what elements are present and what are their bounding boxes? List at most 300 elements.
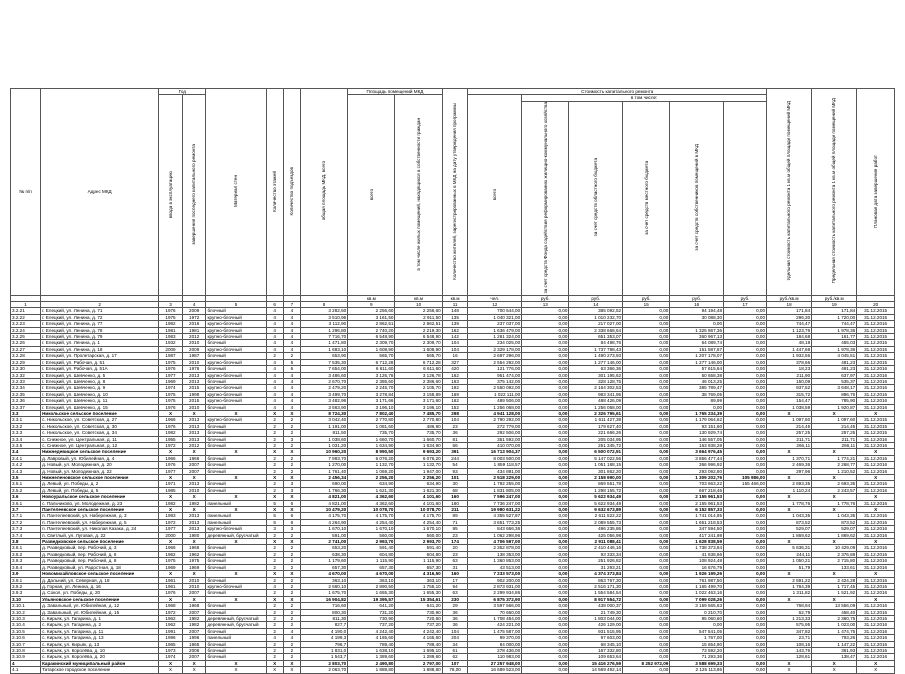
table-cell: X bbox=[767, 410, 812, 416]
table-cell: 9 693,20 bbox=[395, 449, 442, 455]
table-cell: 426 129,00 bbox=[569, 622, 623, 628]
table-cell: X bbox=[206, 667, 266, 673]
table-cell: 730,90 bbox=[395, 609, 442, 615]
table-cell: 2 bbox=[266, 430, 283, 436]
table-cell: 2010 bbox=[182, 577, 206, 583]
table-cell: 171,84 bbox=[767, 308, 812, 314]
table-cell: 657,30 bbox=[300, 564, 347, 570]
table-cell: 4 bbox=[266, 404, 283, 410]
table-cell: 488 426,09 bbox=[569, 398, 623, 404]
table-cell: X bbox=[283, 449, 300, 455]
unit-cell: кв.м bbox=[395, 295, 442, 301]
table-cell: с. Кирьяк, ул. Кирьяк, д. 13 bbox=[41, 641, 159, 647]
table-cell: 2007 bbox=[182, 628, 206, 634]
table-cell: 0,00 bbox=[724, 667, 767, 673]
table-cell: 1 062 298,96 bbox=[468, 532, 522, 538]
table-cell: 1 298 155,72 bbox=[569, 487, 623, 493]
table-cell: 2 bbox=[283, 545, 300, 551]
table-cell: крупно-блочный bbox=[206, 346, 266, 352]
table-cell: 4 bbox=[283, 346, 300, 352]
table-cell: 1955 bbox=[159, 436, 183, 442]
table-cell: 0,00 bbox=[522, 667, 569, 673]
table-cell: 4 165,60 bbox=[348, 635, 395, 641]
table-cell: 0,00 bbox=[522, 622, 569, 628]
table-cell: 108 924,48 bbox=[670, 558, 724, 564]
table-cell: 7 736 247,00 bbox=[468, 500, 522, 506]
table-cell: 2 bbox=[266, 577, 283, 583]
table-cell: 214,45 bbox=[767, 423, 812, 429]
table-cell: 31.12.2016 bbox=[857, 622, 895, 628]
table-cell: 2 bbox=[266, 462, 283, 468]
table-cell: X bbox=[857, 667, 895, 673]
table-cell: X bbox=[283, 596, 300, 602]
table-cell: 204 bbox=[442, 635, 468, 641]
table-cell: с. Кирьяк, ул. Гагарина, д. 2 bbox=[41, 622, 159, 628]
table-cell: X bbox=[767, 667, 812, 673]
table-cell: 205 034,95 bbox=[569, 436, 623, 442]
table-cell: 1972 bbox=[159, 442, 183, 448]
header-entrances: Количество подъездов bbox=[283, 89, 300, 296]
table-cell: 902 200,00 bbox=[468, 577, 522, 583]
table-cell: 4 bbox=[266, 346, 283, 352]
table-cell: X bbox=[857, 410, 895, 416]
table-cell: 1 081,60 bbox=[348, 423, 395, 429]
table-cell: 1 831 805,00 bbox=[468, 487, 522, 493]
table-cell: с. Кирьяк, ул. Королёва, д. 10 bbox=[41, 647, 159, 653]
table-cell: 0,00 bbox=[623, 571, 670, 577]
table-cell: д. Сокол, ул. Победы, д. 20 bbox=[41, 590, 159, 596]
table-cell: 1976 bbox=[182, 366, 206, 372]
table-cell: 1 147,22 bbox=[812, 641, 857, 647]
table-cell: 0,00 bbox=[522, 442, 569, 448]
table-cell: 0,00 bbox=[623, 410, 670, 416]
table-cell: 2 993,70 bbox=[348, 539, 395, 545]
table-cell: 2 352 878,00 bbox=[468, 545, 522, 551]
table-cell: 1982 bbox=[159, 500, 183, 506]
table-cell: 1 038,59 bbox=[767, 404, 812, 410]
table-cell: 2 bbox=[266, 654, 283, 660]
table-cell: 167 332,80 bbox=[569, 647, 623, 653]
table-cell: 1 831,0 bbox=[300, 647, 347, 653]
table-cell: 2009 bbox=[159, 346, 183, 352]
table-cell: 2012 bbox=[182, 442, 206, 448]
table-cell: 657,30 bbox=[395, 564, 442, 570]
table-cell: 0,00 bbox=[724, 334, 767, 340]
table-cell: 13 556,09 bbox=[812, 603, 857, 609]
table-cell: с. Кирьяк, ул. Гагарина, д. 1 bbox=[41, 615, 159, 621]
table-cell: 5 bbox=[266, 500, 283, 506]
table-cell: 2 554 292,00 bbox=[468, 359, 522, 365]
table-cell: 2 bbox=[283, 353, 300, 359]
table-cell: 1998 bbox=[182, 391, 206, 397]
table-cell: X bbox=[206, 475, 266, 481]
table-cell: 4 254,40 bbox=[395, 519, 442, 525]
table-cell: 1972 bbox=[182, 314, 206, 320]
table-cell: 3 bbox=[283, 481, 300, 487]
table-cell: 0,00 bbox=[522, 654, 569, 660]
table-cell: 162 bbox=[442, 372, 468, 378]
table-cell: 315,72 bbox=[767, 391, 812, 397]
header-area-group: Площадь помещений МКД bbox=[348, 89, 443, 95]
table-cell: блочный bbox=[206, 442, 266, 448]
table-cell: 1 132,70 bbox=[348, 462, 395, 468]
table-cell: 1973 bbox=[159, 647, 183, 653]
table-cell: блочный bbox=[206, 487, 266, 493]
table-cell: 1 660,70 bbox=[395, 436, 442, 442]
table-cell: 410 070,00 bbox=[468, 442, 522, 448]
table-cell: 2 862,51 bbox=[395, 321, 442, 327]
table-cell: 2 bbox=[283, 577, 300, 583]
table-cell: 983 341,95 bbox=[569, 391, 623, 397]
table-cell: 2 591,22 bbox=[767, 577, 812, 583]
table-cell: 31.12.2016 bbox=[857, 487, 895, 493]
table-cell: 16 689 523,00 bbox=[468, 667, 522, 673]
table-cell: 535,37 bbox=[812, 378, 857, 384]
table-cell: 2013 bbox=[182, 430, 206, 436]
table-cell: 301 862,20 bbox=[569, 468, 623, 474]
table-cell: 363,10 bbox=[348, 577, 395, 583]
table-cell: X bbox=[206, 410, 266, 416]
column-number-cell: 5 bbox=[206, 302, 266, 308]
table-cell: 2 063,70 bbox=[300, 667, 347, 673]
table-cell: 31.12.2016 bbox=[857, 628, 895, 634]
table-cell: 31.12.2015 bbox=[857, 327, 895, 333]
table-cell: г. Елецкий, ул. Шевченко, д. 8 bbox=[41, 378, 159, 384]
table-cell: г. Елецкий, ул. Ленина, д. 72 bbox=[41, 314, 159, 320]
table-cell: 1975 bbox=[159, 558, 183, 564]
table-cell: 4 bbox=[266, 583, 283, 589]
table-cell: 4 175,70 bbox=[348, 513, 395, 519]
table-cell: 2 993,70 bbox=[395, 539, 442, 545]
table-cell: 4 bbox=[283, 340, 300, 346]
table-cell: 3 bbox=[283, 436, 300, 442]
table-cell: X bbox=[159, 596, 183, 602]
table-cell: 1 296,80 bbox=[300, 327, 347, 333]
table-cell: 2 660,10 bbox=[300, 583, 347, 589]
table-cell: X bbox=[266, 660, 283, 666]
table-cell: 0,00 bbox=[623, 417, 670, 423]
table-cell: блочный bbox=[206, 308, 266, 314]
table-cell: 31.12.2016 bbox=[857, 532, 895, 538]
table-cell: 2 bbox=[266, 532, 283, 538]
table-cell: 0,00 bbox=[522, 660, 569, 666]
table-cell: 3.2.32 bbox=[11, 372, 41, 378]
table-cell: 424 221,00 bbox=[468, 622, 522, 628]
table-cell: блочный bbox=[206, 647, 266, 653]
table-cell: 3 bbox=[283, 487, 300, 493]
table-cell: 2 bbox=[266, 558, 283, 564]
table-cell: 0,00 bbox=[522, 353, 569, 359]
table-cell: 2 bbox=[283, 622, 300, 628]
table-cell: X bbox=[206, 494, 266, 500]
table-cell: 4 bbox=[283, 628, 300, 634]
unit-cell: руб./кв.м bbox=[812, 295, 857, 301]
table-header bbox=[11, 89, 895, 296]
table-cell: 16 bbox=[442, 353, 468, 359]
table-cell: 1 022 111,00 bbox=[468, 391, 522, 397]
table-cell: 1 608,90 bbox=[395, 346, 442, 352]
table-cell: 3.3.2 bbox=[11, 423, 41, 429]
header-specific-cost: Удельная стоимость капитального ремонта 1 кв.м общей площади помещений МКД bbox=[767, 89, 812, 296]
unit-cell: руб./кв.м bbox=[767, 295, 812, 301]
table-cell: X bbox=[283, 494, 300, 500]
table-cell: 0,00 bbox=[623, 500, 670, 506]
table-cell: 637,97 bbox=[812, 372, 857, 378]
table-cell: 2 386,60 bbox=[348, 378, 395, 384]
table-cell: 138,47 bbox=[812, 654, 857, 660]
table-cell: 95 060,60 bbox=[670, 615, 724, 621]
table-cell: 128,61 bbox=[767, 654, 812, 660]
table-cell: 7 654,00 bbox=[300, 366, 347, 372]
table-cell: 4 bbox=[266, 366, 283, 372]
table-cell: 251 926,82 bbox=[569, 558, 623, 564]
table-cell: 71 293,36 bbox=[670, 654, 724, 660]
table-cell: 0,00 bbox=[522, 596, 569, 602]
table-cell: 1 471,80 bbox=[300, 340, 347, 346]
table-cell: 3.2.24 bbox=[11, 327, 41, 333]
table-cell: 138 353,00 bbox=[468, 551, 522, 557]
table-cell: 15 354,61 bbox=[395, 596, 442, 602]
table-cell: 5 bbox=[266, 519, 283, 525]
table-cell: 3 499,70 bbox=[300, 391, 347, 397]
table-cell: 1 778,76 bbox=[767, 500, 812, 506]
table-cell: 481,23 bbox=[812, 359, 857, 365]
table-cell: 0,00 bbox=[623, 404, 670, 410]
table-cell: 31.12.2015 bbox=[857, 353, 895, 359]
table-cell: 31.12.2016 bbox=[857, 647, 895, 653]
table-cell: 3.2.21 bbox=[11, 308, 41, 314]
table-cell: 347,82 bbox=[767, 628, 812, 634]
table-cell: 2 376,88 bbox=[812, 551, 857, 557]
table-cell: 160 bbox=[442, 500, 468, 506]
table-cell: 744,47 bbox=[812, 321, 857, 327]
table-cell: 363,10 bbox=[300, 577, 347, 583]
table-cell: 1974 bbox=[159, 385, 183, 391]
table-cell: г. Елецкий, ул. Шевченко, д. 11 bbox=[41, 398, 159, 404]
table-cell: X bbox=[767, 475, 812, 481]
table-cell: X bbox=[283, 667, 300, 673]
table-cell: 4 bbox=[266, 635, 283, 641]
table-cell: 0,00 bbox=[522, 647, 569, 653]
table-cell: 97 603,00 bbox=[569, 635, 623, 641]
table-cell: 2 155 961,53 bbox=[670, 494, 724, 500]
table-cell: 1 521,92 bbox=[812, 590, 857, 596]
table-cell: д. Разведковый, ул. Радостная, д. 18 bbox=[41, 564, 159, 570]
table-cell: 1 179 064,62 bbox=[670, 417, 724, 423]
table-cell: 4 101,60 bbox=[395, 494, 442, 500]
table-cell: 0,00 bbox=[724, 404, 767, 410]
table-cell: 0,00 bbox=[623, 423, 670, 429]
table-cell: 1 490 273,93 bbox=[569, 353, 623, 359]
table-cell: 0,00 bbox=[623, 442, 670, 448]
column-number-cell: 14 bbox=[569, 302, 623, 308]
table-cell: 1 110,24 bbox=[767, 487, 812, 493]
table-cell: X bbox=[857, 494, 895, 500]
table-cell: 14 569 492,14 bbox=[569, 667, 623, 673]
table-cell: 4 bbox=[283, 378, 300, 384]
table-cell: 0,00 bbox=[724, 583, 767, 589]
table-cell: 31.12.2016 bbox=[857, 321, 895, 327]
table-cell: 23 bbox=[442, 551, 468, 557]
table-cell: 2009 bbox=[182, 308, 206, 314]
table-cell: с. Никольское, ул. Советская, д. 34 bbox=[41, 430, 159, 436]
table-cell: 0,00 bbox=[724, 526, 767, 532]
table-cell: 1 737 798,43 bbox=[569, 346, 623, 352]
column-number-cell: 12 bbox=[468, 302, 522, 308]
table-cell: 8 990,50 bbox=[348, 449, 395, 455]
table-cell: 931 515,95 bbox=[569, 628, 623, 634]
table-cell: 2010 bbox=[182, 404, 206, 410]
header-cost-incl: в том числе: bbox=[522, 95, 767, 101]
table-cell: 1 932,56 bbox=[767, 353, 812, 359]
table-cell: 2 bbox=[283, 609, 300, 615]
table-cell: 0,00 bbox=[623, 321, 670, 327]
table-cell: 3.10.9 bbox=[11, 654, 41, 660]
table-cell: 720,60 bbox=[395, 615, 442, 621]
column-number-cell: 10 bbox=[395, 302, 442, 308]
table-cell: 1969 bbox=[182, 564, 206, 570]
table-cell: 6 076,20 bbox=[395, 455, 442, 461]
table-cell: X bbox=[206, 596, 266, 602]
table-cell: 3 563,90 bbox=[300, 404, 347, 410]
table-cell: 31.12.2016 bbox=[857, 462, 895, 468]
table-cell: 2007 bbox=[182, 462, 206, 468]
table-cell: 2 715,80 bbox=[812, 558, 857, 564]
table-cell: 6 712,28 bbox=[348, 359, 395, 365]
table-body bbox=[11, 295, 895, 673]
table-cell: 31.12.2015 bbox=[857, 417, 895, 423]
table-cell: 95 bbox=[442, 526, 468, 532]
table-cell: 0,00 bbox=[522, 462, 569, 468]
table-cell: г. Елецкий, ул. Рабочая, д. 51 bbox=[41, 359, 159, 365]
header-local-budget: за счет средств местного бюджета bbox=[623, 101, 670, 295]
table-cell: 4 821,00 bbox=[300, 500, 347, 506]
table-cell: 301 195,62 bbox=[569, 372, 623, 378]
table-cell: 133,61 bbox=[812, 564, 857, 570]
table-cell: X bbox=[206, 449, 266, 455]
table-cell: 1 636 479,00 bbox=[468, 327, 522, 333]
table-cell: 31.12.2016 bbox=[857, 615, 895, 621]
table-cell: 1962 bbox=[159, 622, 183, 628]
table-cell: 4 254,40 bbox=[348, 519, 395, 525]
table-cell: 1965 bbox=[159, 641, 183, 647]
table-cell: X bbox=[182, 494, 206, 500]
table-cell: 591,00 bbox=[300, 532, 347, 538]
table-cell: 4 706 597,00 bbox=[468, 539, 522, 545]
table-cell: 768,94 bbox=[767, 603, 812, 609]
table-cell: X bbox=[857, 539, 895, 545]
table-cell: 160 bbox=[442, 571, 468, 577]
table-cell: 3.2.30 bbox=[11, 366, 41, 372]
table-cell: 0,00 bbox=[724, 494, 767, 500]
header-owners-funds: за счет средств собственников помещений в МКД bbox=[670, 101, 724, 295]
table-cell: 4 bbox=[266, 321, 283, 327]
table-cell: 2010 bbox=[182, 359, 206, 365]
table-cell: д. Горная, ул. Ленина, д. 16 bbox=[41, 583, 159, 589]
table-cell: 0,00 bbox=[724, 539, 767, 545]
table-cell: 4 175,70 bbox=[300, 513, 347, 519]
table-cell: 2 089 555,73 bbox=[569, 519, 623, 525]
table-cell: 1 261 324,00 bbox=[468, 334, 522, 340]
table-cell: 3.10.5 bbox=[11, 628, 41, 634]
table-cell: 1975 bbox=[159, 359, 183, 365]
table-cell: 486,90 bbox=[395, 423, 442, 429]
table-cell: 68 bbox=[442, 487, 468, 493]
table-cell: 547 541,05 bbox=[670, 628, 724, 634]
table-cell: 3.9 bbox=[11, 571, 41, 577]
table-cell: X bbox=[182, 539, 206, 545]
table-cell: 7 993,70 bbox=[300, 455, 347, 461]
table-cell: 0,00 bbox=[724, 654, 767, 660]
table-cell: 1 289,60 bbox=[395, 654, 442, 660]
table-cell: крупно-блочный bbox=[206, 526, 266, 532]
table-cell: с. Кирьяк, ул. Гагарина, д. 11 bbox=[41, 628, 159, 634]
table-cell: 0,00 bbox=[623, 513, 670, 519]
table-cell: 716,60 bbox=[300, 603, 347, 609]
table-cell: 0,00 bbox=[724, 372, 767, 378]
table-cell: 0,00 bbox=[724, 590, 767, 596]
table-cell: 2 bbox=[283, 417, 300, 423]
table-cell: 143,76 bbox=[767, 647, 812, 653]
table-cell: 3.7.1 bbox=[11, 513, 41, 519]
table-cell: 657,30 bbox=[348, 564, 395, 570]
table-cell: X bbox=[857, 475, 895, 481]
table-cell: 2 bbox=[283, 455, 300, 461]
table-cell: 3.2.33 bbox=[11, 378, 41, 384]
table-cell: 604,80 bbox=[395, 551, 442, 557]
table-cell: 4 316,50 bbox=[395, 571, 442, 577]
table-cell: 2 bbox=[266, 423, 283, 429]
table-cell: 2 bbox=[266, 487, 283, 493]
table-cell: X bbox=[767, 494, 812, 500]
table-cell: 6 076,20 bbox=[348, 455, 395, 461]
table-cell: X bbox=[812, 410, 857, 416]
table-cell: 0,00 bbox=[522, 308, 569, 314]
table-cell: 214,45 bbox=[812, 423, 857, 429]
table-cell: 6 152 857,33 bbox=[670, 507, 724, 513]
table-cell: 31.12.2016 bbox=[857, 481, 895, 487]
table-cell: 2 158 990,00 bbox=[569, 475, 623, 481]
table-cell: 2 bbox=[283, 654, 300, 660]
table-cell: 1 311,82 bbox=[767, 590, 812, 596]
table-cell: 360 967,13 bbox=[670, 334, 724, 340]
table-cell: 0,00 bbox=[522, 500, 569, 506]
table-cell: Ульяновское сельское поселение bbox=[41, 596, 159, 602]
table-cell: 1 978,36 bbox=[812, 327, 857, 333]
table-cell: 163 bbox=[442, 378, 468, 384]
table-cell: 0,00 bbox=[623, 366, 670, 372]
header-plan-date: Плановая дата завершения работ bbox=[857, 89, 895, 296]
table-cell: 0,00 bbox=[623, 308, 670, 314]
table-cell: 1985 bbox=[159, 487, 183, 493]
table-cell: 3.3 bbox=[11, 410, 41, 416]
table-cell: 51,79 bbox=[767, 564, 812, 570]
table-cell: 634,90 bbox=[395, 481, 442, 487]
table-cell: X bbox=[266, 494, 283, 500]
table-cell: 0,00 bbox=[724, 532, 767, 538]
table-cell: д. Новый, ул. Молодежная, д. 20 bbox=[41, 462, 159, 468]
table-cell: 1 738 373,84 bbox=[670, 545, 724, 551]
table-cell: 4 bbox=[266, 308, 283, 314]
table-cell: 1977 bbox=[159, 468, 183, 474]
table-cell: 4.1 bbox=[11, 667, 41, 673]
table-cell: 2 bbox=[283, 430, 300, 436]
table-cell: 3.4.1 bbox=[11, 455, 41, 461]
header-year-group: Год bbox=[159, 89, 206, 95]
table-cell: X bbox=[857, 571, 895, 577]
table-cell: 31.12.2015 bbox=[857, 359, 895, 365]
table-cell: 3.3.4 bbox=[11, 436, 41, 442]
